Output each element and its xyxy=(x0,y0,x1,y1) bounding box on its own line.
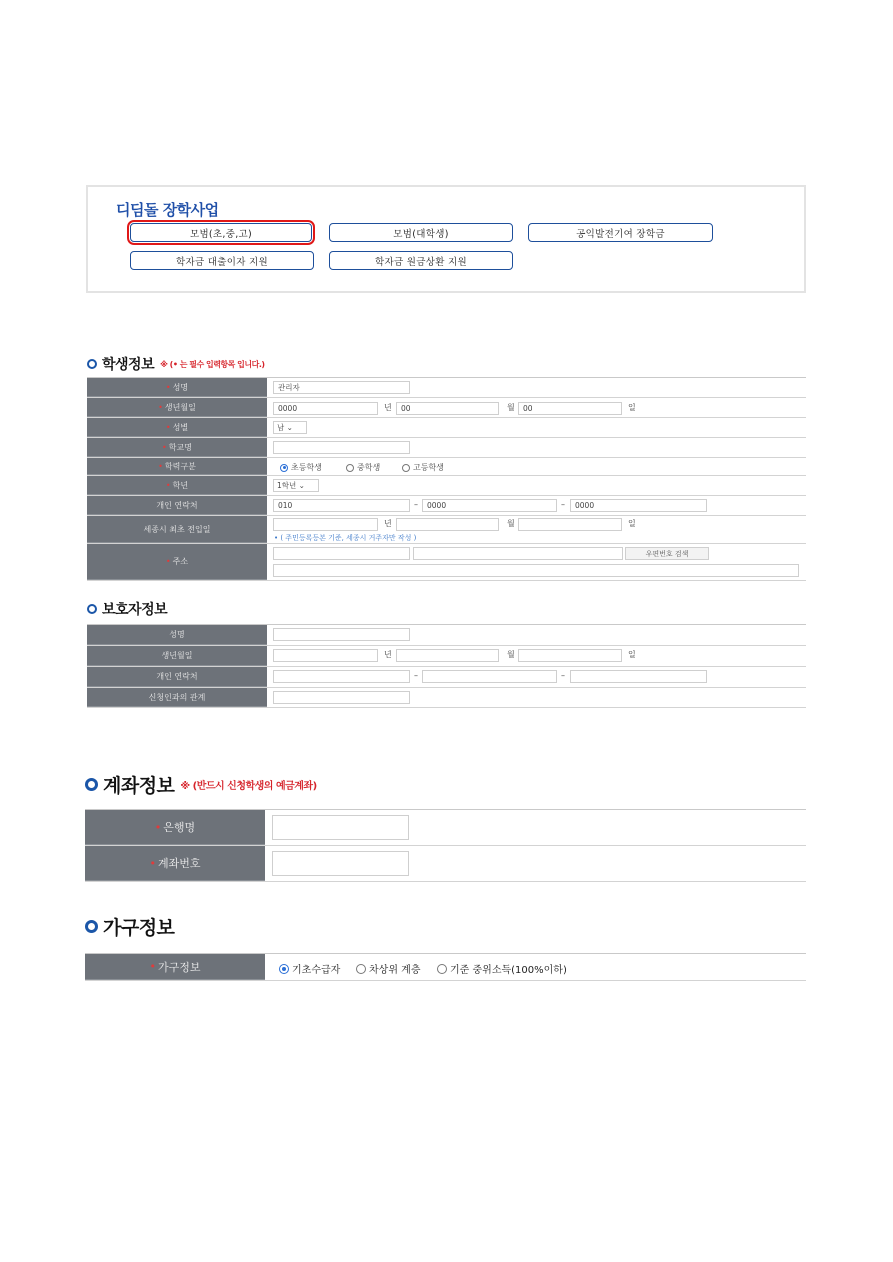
program-button-public-contribution[interactable]: 공익발전기여 장학금 xyxy=(528,223,713,242)
school-name-input[interactable] xyxy=(273,441,410,454)
account-heading-title: 계좌정보 xyxy=(103,775,175,797)
program-button-loan-interest[interactable]: 학자금 대출이자 지원 xyxy=(130,251,314,270)
student-gender-row xyxy=(87,418,806,438)
label-text: 생년월일 xyxy=(161,651,193,660)
bank-row xyxy=(85,810,806,846)
student-form xyxy=(87,377,806,581)
guardian-name-label xyxy=(87,625,267,645)
radio-label: 기준 중위소득(100%이하) xyxy=(450,965,567,976)
label-text: 학력구분 xyxy=(164,461,196,471)
student-school-row xyxy=(87,438,806,458)
guardian-birth-row xyxy=(87,646,806,667)
move-in-year-input[interactable] xyxy=(273,518,378,531)
student-name-label xyxy=(87,378,267,397)
required-mark: • xyxy=(158,461,163,471)
account-number-input[interactable] xyxy=(272,851,409,876)
radio-checked-icon xyxy=(280,464,288,472)
unit-year: 년 xyxy=(384,403,392,412)
student-move-in-row xyxy=(87,516,806,544)
label-text: 은행명 xyxy=(163,821,196,834)
phone-part-2-input[interactable]: 0000 xyxy=(422,499,557,512)
section-bullet-icon xyxy=(87,604,97,614)
household-label xyxy=(85,954,265,980)
student-birth-row xyxy=(87,398,806,418)
guardian-phone-3-input[interactable] xyxy=(570,670,707,683)
required-mark: • xyxy=(158,402,163,412)
radio-label: 고등학생 xyxy=(413,463,444,472)
radio-icon xyxy=(346,464,354,472)
year-select[interactable] xyxy=(273,479,319,492)
household-radio-median-income[interactable] xyxy=(437,961,567,976)
required-mark: • xyxy=(149,856,156,870)
label-text: 주소 xyxy=(172,557,189,566)
birth-month-input[interactable]: 00 xyxy=(396,402,499,415)
student-birth-label xyxy=(87,398,267,417)
student-year-row xyxy=(87,476,806,496)
guardian-phone-row xyxy=(87,667,806,688)
move-in-month-input[interactable] xyxy=(396,518,499,531)
dash: – xyxy=(561,500,565,509)
radio-checked-icon xyxy=(279,964,289,974)
student-address-label xyxy=(87,544,267,580)
guardian-phone-2-input[interactable] xyxy=(422,670,557,683)
student-address-row xyxy=(87,544,806,581)
account-number-row xyxy=(85,846,806,882)
grade-radio-high[interactable] xyxy=(402,462,444,473)
label-text: 학년 xyxy=(172,480,189,490)
household-radio-basic[interactable] xyxy=(279,961,340,976)
required-mark: • xyxy=(149,960,156,973)
label-text: 생년월일 xyxy=(164,402,196,412)
label-text: 개인 연락처 xyxy=(156,672,198,681)
label-text: 신청인과의 관계 xyxy=(148,692,206,702)
label-text: 학교명 xyxy=(168,442,192,452)
label-text: 성명 xyxy=(169,630,185,639)
guardian-birth-year-input[interactable] xyxy=(273,649,378,662)
label-text: 성별 xyxy=(172,422,189,432)
student-move-in-label xyxy=(87,516,267,543)
unit-day: 일 xyxy=(628,519,636,528)
guardian-birth-month-input[interactable] xyxy=(396,649,499,662)
student-school-label xyxy=(87,438,267,457)
guardian-name-input[interactable] xyxy=(273,628,410,641)
gender-value: 남 xyxy=(277,423,285,432)
guardian-phone-label xyxy=(87,667,267,687)
required-note: ※ (• 는 필수 입력항목 입니다.) xyxy=(160,359,265,369)
account-form xyxy=(85,809,806,882)
required-mark: • xyxy=(165,422,171,432)
guardian-relation-row xyxy=(87,688,806,708)
address-main-input[interactable] xyxy=(413,547,623,560)
label-text: 계좌번호 xyxy=(157,857,201,870)
student-name-input[interactable]: 관리자 xyxy=(273,381,410,394)
unit-year: 년 xyxy=(384,519,392,528)
radio-label: 중학생 xyxy=(357,463,381,472)
phone-part-3-input[interactable]: 0000 xyxy=(570,499,707,512)
dash: – xyxy=(414,671,418,680)
student-grade-type-label xyxy=(87,458,267,475)
radio-label: 기초수급자 xyxy=(292,965,341,976)
household-section-heading xyxy=(85,913,174,940)
student-heading-title: 학생정보 xyxy=(102,357,155,373)
student-section-heading xyxy=(87,354,265,374)
grade-radio-middle[interactable] xyxy=(346,462,380,473)
student-year-label xyxy=(87,476,267,495)
guardian-phone-1-input[interactable] xyxy=(273,670,410,683)
unit-year: 년 xyxy=(384,650,392,659)
household-form xyxy=(85,953,806,981)
dash: – xyxy=(561,671,565,680)
grade-radio-elementary[interactable] xyxy=(280,462,322,473)
program-button-model-school[interactable]: 모범(초,중,고) xyxy=(130,223,312,242)
guardian-section-heading xyxy=(87,599,167,619)
household-heading-title: 가구정보 xyxy=(103,917,175,939)
chevron-down-icon: ⌄ xyxy=(286,423,293,432)
required-mark: • xyxy=(165,480,171,490)
household-radio-near-poverty[interactable] xyxy=(356,961,420,976)
program-button-principal-repayment[interactable]: 학자금 원금상환 지원 xyxy=(329,251,513,270)
radio-icon xyxy=(437,964,447,974)
guardian-relation-label xyxy=(87,688,267,707)
address-detail-input[interactable] xyxy=(273,564,799,577)
zipcode-search-button[interactable]: 우편번호 검색 xyxy=(625,547,709,560)
guardian-form xyxy=(87,624,806,708)
label-text: 성명 xyxy=(172,382,189,392)
account-section-heading xyxy=(85,771,317,798)
required-mark: • xyxy=(165,557,171,566)
unit-day: 일 xyxy=(628,650,636,659)
dash: – xyxy=(414,500,418,509)
required-mark: • xyxy=(165,382,171,392)
unit-month: 월 xyxy=(507,650,515,659)
label-text: 개인 연락처 xyxy=(156,500,198,510)
label-text: 세종시 최초 전입일 xyxy=(143,524,211,534)
student-phone-label xyxy=(87,496,267,515)
guardian-relation-input[interactable] xyxy=(273,691,410,704)
unit-day: 일 xyxy=(628,403,636,412)
program-button-model-university[interactable]: 모범(대학생) xyxy=(329,223,513,242)
bank-name-input[interactable] xyxy=(272,815,409,840)
section-bullet-icon xyxy=(85,920,98,933)
guardian-heading-title: 보호자정보 xyxy=(102,602,168,618)
phone-part-1-input[interactable]: 010 xyxy=(273,499,410,512)
bank-label xyxy=(85,810,265,845)
required-mark: • xyxy=(154,820,162,834)
account-number-label xyxy=(85,846,265,881)
guardian-birth-label xyxy=(87,646,267,666)
unit-month: 월 xyxy=(507,403,515,412)
program-title: 디딤돌 장학사업 xyxy=(116,201,219,219)
student-gender-label xyxy=(87,418,267,437)
unit-month: 월 xyxy=(507,519,515,528)
chevron-down-icon: ⌄ xyxy=(298,481,305,490)
guardian-birth-day-input[interactable] xyxy=(518,649,622,662)
zipcode-input[interactable] xyxy=(273,547,410,560)
label-text: 가구정보 xyxy=(157,960,201,974)
radio-label: 초등학생 xyxy=(291,463,322,472)
move-in-day-input[interactable] xyxy=(518,518,622,531)
birth-day-input[interactable]: 00 xyxy=(518,402,622,415)
radio-icon xyxy=(356,964,366,974)
guardian-name-row xyxy=(87,625,806,646)
student-name-row xyxy=(87,378,806,398)
account-note: ※ (반드시 신청학생의 예금계좌) xyxy=(180,781,317,792)
move-in-note: • ( 주민등록등본 기준, 세종시 거주자만 작성 ) xyxy=(274,534,417,542)
radio-icon xyxy=(402,464,410,472)
radio-label: 차상위 계층 xyxy=(369,965,421,976)
birth-year-input[interactable]: 0000 xyxy=(273,402,378,415)
student-grade-type-row xyxy=(87,458,806,476)
year-value: 1학년 xyxy=(277,481,297,490)
section-bullet-icon xyxy=(87,359,97,369)
household-row xyxy=(85,954,806,981)
section-bullet-icon xyxy=(85,778,98,791)
gender-select[interactable] xyxy=(273,421,307,434)
required-mark: • xyxy=(162,442,167,452)
student-phone-row xyxy=(87,496,806,516)
